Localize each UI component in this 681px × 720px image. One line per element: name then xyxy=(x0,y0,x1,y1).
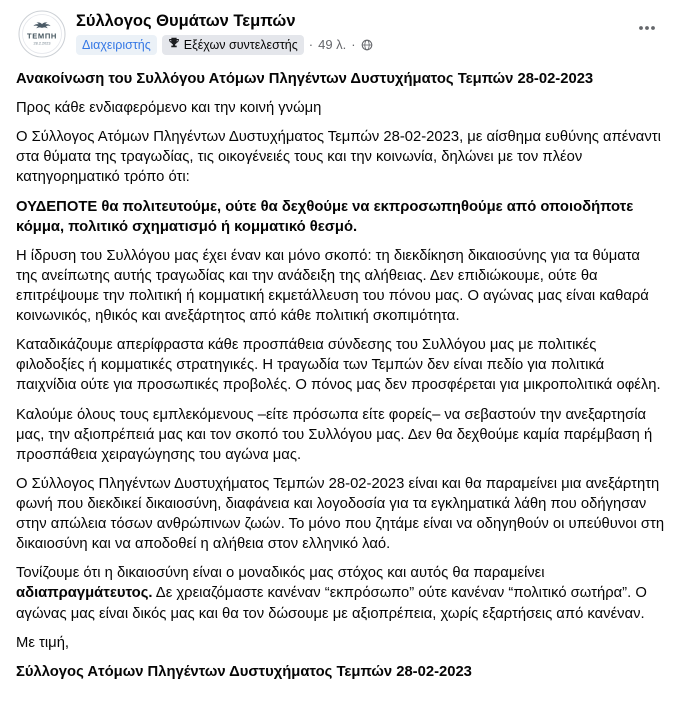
logo-date: 28.2.2023 xyxy=(33,41,51,46)
three-dots-icon xyxy=(637,18,657,38)
post-paragraph xyxy=(16,633,665,653)
post-meta-row xyxy=(76,35,629,55)
post-text-segment: αδιαπραγμάτευτος. xyxy=(16,585,153,602)
post-paragraph xyxy=(16,69,665,89)
timestamp-link[interactable]: 49 λ. xyxy=(318,37,347,52)
post-paragraph xyxy=(16,474,665,554)
meta-separator: · xyxy=(308,37,314,52)
more-options-button[interactable] xyxy=(629,10,665,46)
top-contributor-badge xyxy=(162,35,304,55)
post-paragraph xyxy=(16,127,665,187)
post-text-segment: Τονίζουμε ότι η δικαιοσύνη είναι ο μοναδικός μας στόχος και αυτός θα παραμείνει xyxy=(16,565,545,582)
post-text-segment: Καλούμε όλους τους εμπλεκόμενους –είτε πρόσωπα είτε φορείς– να σεβαστούν την ανεξαρτησία μας, την αξιοπρέπειά μας και τον σκοπό του Συλλόγου μας. Δεν θα δεχθούμε καμία παρέμβαση ή προσπάθεια χειραγώγησης του αγώνα μας. xyxy=(16,406,653,463)
post-text-segment: ΟΥΔΕΠΟΤΕ θα πολιτευτούμε, ούτε θα δεχθούμε να εκπροσωπηθούμε από οποιοδήποτε κόμμα, πολιτικό σχηματισμό ή κομματικό θεσμό. xyxy=(16,198,634,235)
post-text-segment: Προς κάθε ενδιαφερόμενο και την κοινή γνώμη xyxy=(16,100,322,117)
logo-text: ΤΕΜΠΗ xyxy=(27,31,57,41)
post-paragraph xyxy=(16,98,665,118)
post-paragraph xyxy=(16,335,665,395)
post-text-segment: Δε χρειαζόμαστε κανέναν “εκπρόσωπο” ούτε κανέναν “πολιτικό σωτήρα”. Ο αγώνας μας είναι δικός μας και θα τον δώσουμε με αξιοπρέπεια, χωρίς εξαρτήσεις από κανέναν. xyxy=(16,585,647,622)
post-text-segment: Με τιμή, xyxy=(16,634,70,651)
post-header xyxy=(0,0,681,58)
tempi-logo xyxy=(18,10,66,58)
trophy-icon xyxy=(168,37,180,53)
post-paragraph xyxy=(16,563,665,623)
post-text-segment: Καταδικάζουμε απερίφραστα κάθε προσπάθεια σύνδεσης του Συλλόγου μας με πολιτικές φιλοδοξίες ή κομματικές στρατηγικές. Η τραγωδία των Τεμπών δεν είναι πεδίο για πολιτικά παιχνίδια ούτε για προσωπικές προβολές. Ο πόνος μας δεν προσφέρεται για μικροπολιτικά οφέλη. xyxy=(16,337,661,394)
post-text-segment: Σύλλογος Ατόμων Πληγέντων Δυστυχήματος Τεμπών 28-02-2023 xyxy=(16,663,472,680)
post-text xyxy=(0,58,681,682)
post-text-segment: Η ίδρυση του Συλλόγου μας έχει έναν και μόνο σκοπό: τη διεκδίκηση δικαιοσύνης για τα θύματα της ανείπωτης αυτής τραγωδίας και την ανάδειξη της αλήθειας. Δεν επιδιώκουμε, ούτε θα επιτρέψουμε την πολιτική ή κομματική εκμετάλλευση του πόνου μας. Ο αγώνας μας είναι καθαρά κοινωνικός, ηθικός και ανεξάρτητος από κάθε πολιτική σκοπιμότητα. xyxy=(16,247,649,325)
post-paragraph xyxy=(16,246,665,326)
meta-separator: · xyxy=(351,37,356,52)
top-contributor-badge-label: Εξέχων συντελεστής xyxy=(183,38,298,52)
post-paragraph xyxy=(16,662,665,682)
globe-icon xyxy=(361,39,373,51)
post-header-text xyxy=(76,10,629,55)
page-name-link[interactable]: Σύλλογος Θυμάτων Τεμπών xyxy=(76,12,296,30)
post-text-segment: Ανακοίνωση του Συλλόγου Ατόμων Πληγέντων Δυστυχήματος Τεμπών 28-02-2023 xyxy=(16,71,594,87)
admin-badge: Διαχειριστής xyxy=(76,35,157,55)
avatar[interactable] xyxy=(18,10,66,58)
post-text-segment: Ο Σύλλογος Ατόμων Πληγέντων Δυστυχήματος Τεμπών 28-02-2023, με αίσθημα ευθύνης απέναντι στα θύματα της τραγωδίας, τις οικογένειές τους και την κοινωνία, δηλώνει με τον πλέον κατηγορηματικό τρόπο ότι: xyxy=(16,129,661,186)
post-paragraph xyxy=(16,197,665,237)
post-text-segment: Ο Σύλλογος Πληγέντων Δυστυχήματος Τεμπών 28-02-2023 είναι και θα παραμείνει μια ανεξάρτητη φωνή που διεκδικεί δικαιοσύνη, διαφάνεια και λογοδοσία για τα εγκληματικά λάθη που οδήγησαν στην απώλεια τόσων ανθρώπινων ζωών. Το μόνο που ζητάμε είναι να οδηγηθούν οι υπεύθυνοι στη δικαιοσύνη και να αποδοθεί η αλήθεια στον ελληνικό λαό. xyxy=(16,475,665,553)
post-paragraph xyxy=(16,405,665,465)
